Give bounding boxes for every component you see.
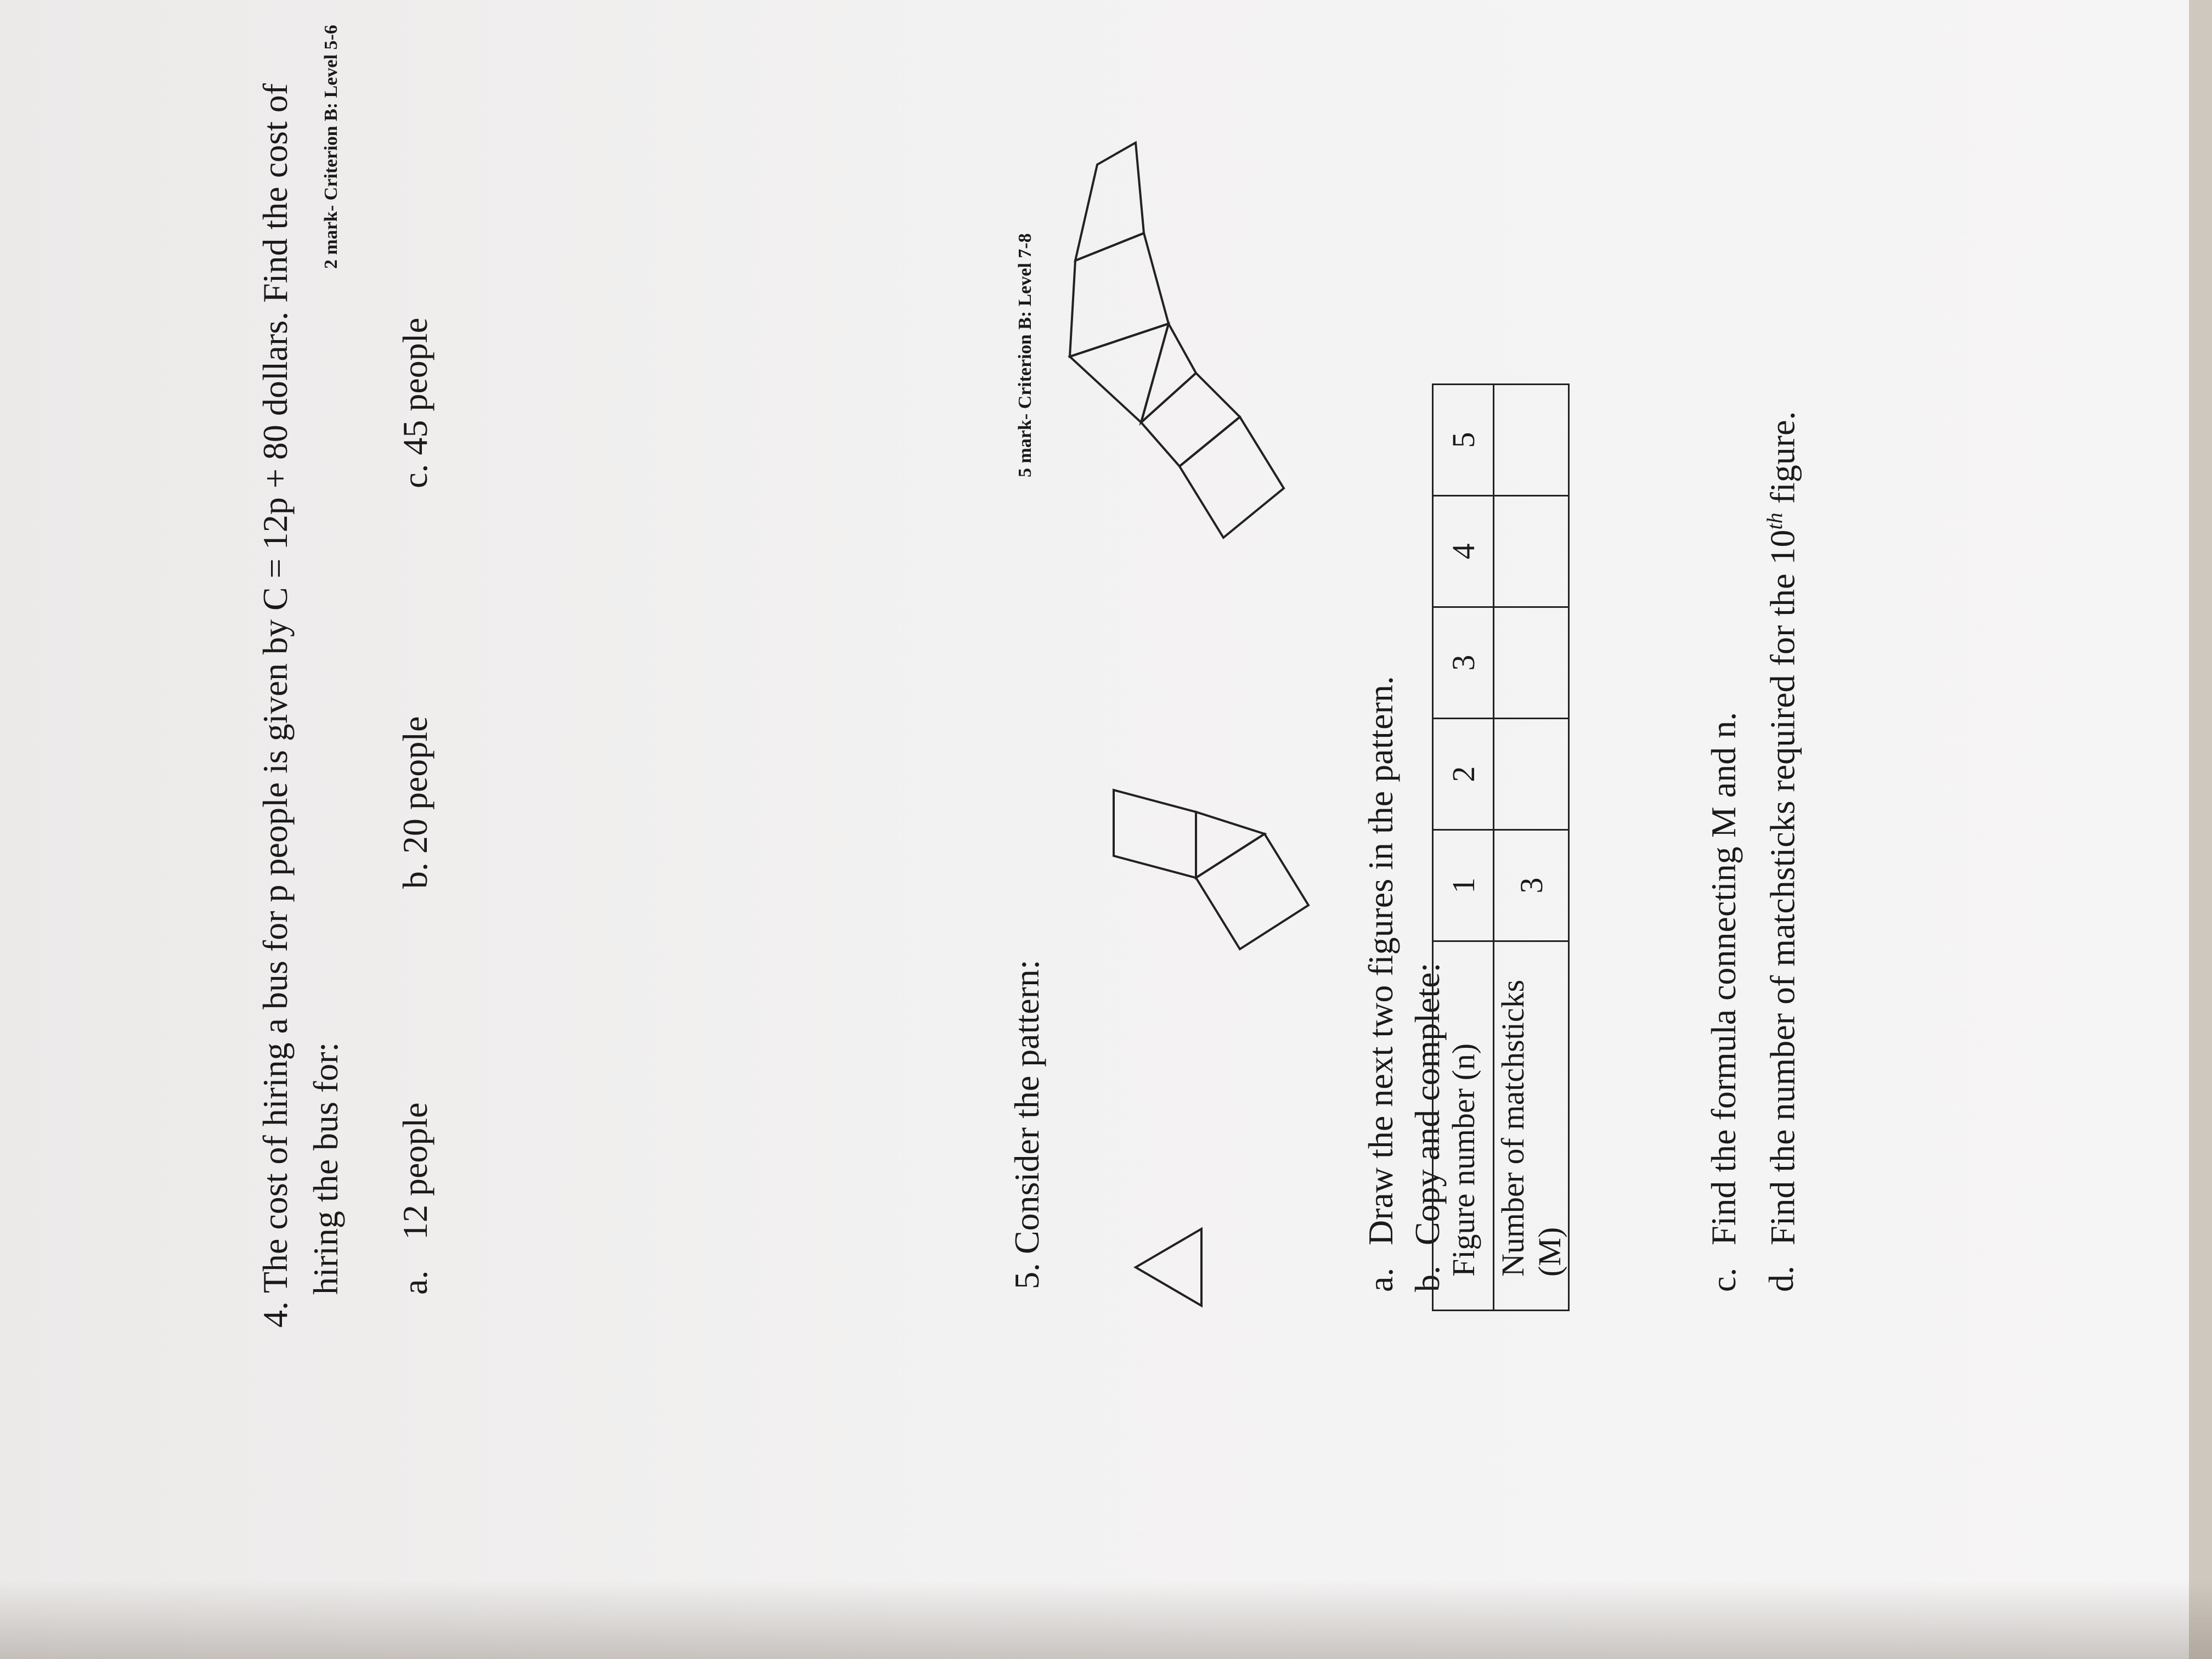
q5-part-c: Find the formula connecting M and n. — [1704, 712, 1743, 1245]
q5-part-d-label: d. — [1762, 1266, 1801, 1292]
q4-option-a: 12 people — [396, 1102, 435, 1240]
q4-option-c: c. 45 people — [396, 318, 435, 488]
pattern-figure-1 — [1119, 1174, 1229, 1306]
pattern-figure-2 — [1097, 658, 1317, 988]
q4-option-b: b. 20 people — [396, 716, 435, 889]
pattern-figure-3 — [1059, 0, 1333, 549]
q5-marks: 5 mark- Criterion B: Level 7-8 — [1015, 233, 1035, 477]
q5-part-d — [1764, 411, 1800, 1246]
table-row2-label: Number of matchsticks (M) — [1494, 941, 1569, 1311]
table-cell: 4 — [1433, 496, 1494, 607]
q5-part-d-text: Find the number of matchsticks required for the 10 — [1763, 529, 1802, 1245]
matchstick-table — [1432, 383, 1570, 1311]
q4-option-a-label: a. — [396, 1270, 435, 1295]
table-cell: 2 — [1433, 719, 1494, 830]
q5-part-a-label: a. — [1361, 1267, 1400, 1292]
table-cell — [1494, 496, 1569, 607]
table-cell — [1494, 385, 1569, 496]
table-cell: 5 — [1433, 385, 1494, 496]
q4-text-line1: 4. The cost of hiring a bus for p people is given by C = 12p + 80 dollars. Find the cost of — [256, 83, 295, 1328]
q4-text-line2: hiring the bus for: — [306, 1042, 345, 1295]
q5-heading: 5. Consider the pattern: — [1007, 960, 1046, 1289]
table-cell — [1494, 719, 1569, 830]
table-cell — [1494, 607, 1569, 719]
table-cell: 3 — [1494, 830, 1569, 941]
table-cell: 3 — [1433, 607, 1494, 719]
q4-marks: 2 mark- Criterion B: Level 5-6 — [321, 25, 341, 269]
table-cell: 1 — [1433, 830, 1494, 941]
q5-part-d-superscript: th — [1762, 512, 1787, 530]
q5-part-c-label: c. — [1704, 1267, 1743, 1292]
q5-part-d-text-end: figure. — [1763, 411, 1802, 513]
q5-part-b: Copy and complete: — [1408, 962, 1447, 1245]
q5-part-a: Draw the next two figures in the pattern. — [1361, 676, 1400, 1245]
table-row1-label: Figure number (n) — [1433, 941, 1494, 1311]
table-row — [1494, 385, 1569, 1311]
q5-part-b-label: b. — [1408, 1266, 1447, 1292]
table-row — [1433, 385, 1494, 1311]
table-surface — [0, 1580, 2212, 1659]
